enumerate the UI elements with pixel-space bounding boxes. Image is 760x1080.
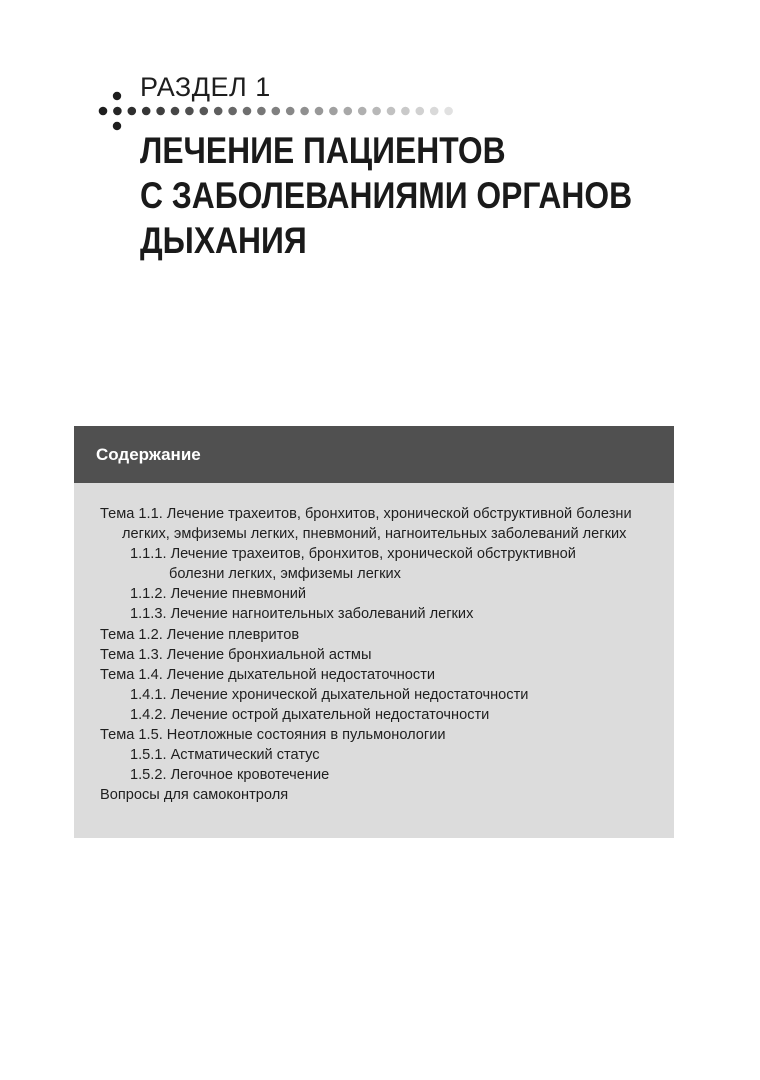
decorative-dot: [171, 107, 180, 116]
decorative-dot: [228, 107, 237, 116]
decorative-dot: [128, 107, 137, 116]
section-label: РАЗДЕЛ 1: [140, 72, 271, 102]
toc-topic-item: Тема 1.1. Лечение трахеитов, бронхитов, хронической обструктивной болезни легких, эмфиземы легких, пневмоний, нагноительных заболеваний легких: [100, 506, 632, 543]
section-title: [140, 128, 632, 263]
toc-topic-item: Тема 1.2. Лечение плевритов: [100, 626, 300, 643]
decorative-dot: [329, 107, 338, 116]
decorative-dot: [214, 107, 223, 116]
decorative-dot: [401, 107, 410, 116]
contents-box: [74, 426, 674, 838]
decorative-dot: [344, 107, 353, 116]
contents-header: Содержание: [74, 426, 674, 483]
toc-topic-item: Тема 1.4. Лечение дыхательной недостаточности: [100, 666, 436, 683]
decorative-dot: [99, 107, 108, 116]
decorative-dot: [358, 107, 367, 116]
decorative-dot: [142, 107, 151, 116]
decorative-dot: [315, 107, 324, 116]
decorative-dot: [444, 107, 453, 116]
toc-subtopic-item: 1.5.1. Астматический статус: [130, 747, 320, 764]
decorative-dot: [243, 107, 252, 116]
decorative-dot: [272, 107, 281, 116]
toc-topic-item: Тема 1.5. Неотложные состояния в пульмонологии: [100, 727, 446, 744]
decorative-dot: [430, 107, 439, 116]
toc-topic-item: Тема 1.3. Лечение бронхиальной астмы: [100, 646, 372, 663]
decorative-dot-row: [0, 0, 760, 140]
section-title-line: С ЗАБОЛЕВАНИЯМИ ОРГАНОВ: [140, 175, 633, 216]
toc-subtopic-item: 1.1.3. Лечение нагноительных заболеваний легких: [130, 606, 474, 623]
toc-subtopic-item: 1.1.1. Лечение трахеитов, бронхитов, хронической обструктивной болезни легких, эмфиземы легких: [130, 546, 576, 583]
section-title-line: ЛЕЧЕНИЕ ПАЦИЕНТОВ: [140, 130, 506, 171]
decorative-dot: [416, 107, 425, 116]
section-title-line: ДЫХАНИЯ: [140, 220, 307, 261]
decorative-dot: [387, 107, 396, 116]
decorative-dot: [300, 107, 309, 116]
decorative-dot: [113, 92, 121, 100]
decorative-dot: [113, 122, 121, 130]
decorative-dot: [185, 107, 194, 116]
toc-subtopic-item: 1.4.2. Лечение острой дыхательной недостаточности: [130, 706, 490, 723]
decorative-dot: [372, 107, 381, 116]
toc-topic-item: Вопросы для самоконтроля: [100, 787, 289, 804]
decorative-dot: [286, 107, 295, 116]
decorative-dot: [156, 107, 165, 116]
decorative-dot: [257, 107, 266, 116]
toc-subtopic-item: 1.1.2. Лечение пневмоний: [130, 586, 307, 603]
decorative-dot: [113, 107, 122, 116]
contents-list: [74, 483, 674, 805]
toc-subtopic-item: 1.5.2. Легочное кровотечение: [130, 767, 330, 784]
toc-subtopic-item: 1.4.1. Лечение хронической дыхательной недостаточности: [130, 686, 529, 703]
decorative-dot: [200, 107, 209, 116]
